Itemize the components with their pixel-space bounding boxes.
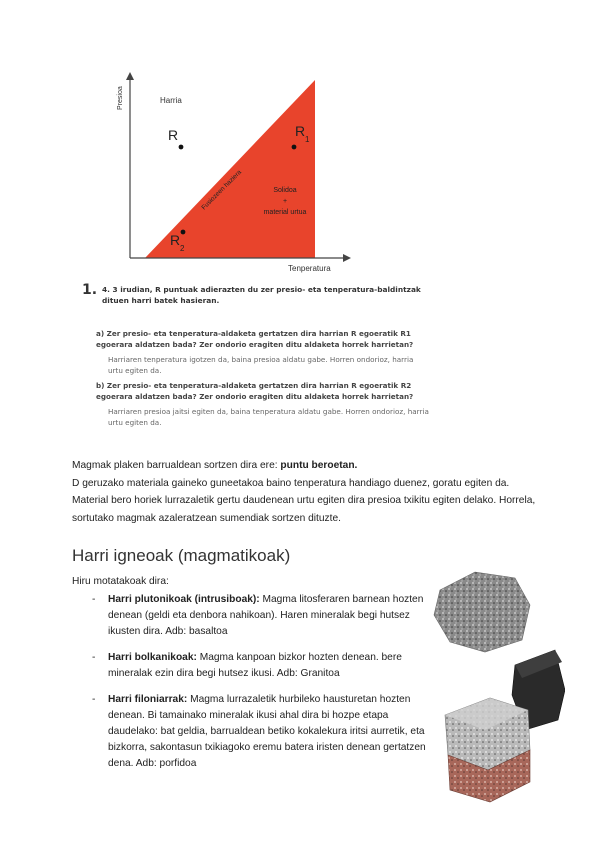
hotspots-paragraph	[72, 457, 542, 527]
diagonal-label: Fusiozeen haziera	[200, 168, 243, 212]
point-R1-subscript: 1	[305, 135, 310, 144]
section-intro: Hiru motatakoak dira:	[72, 576, 169, 587]
rock-samples-svg	[430, 570, 565, 805]
rock-samples-image	[430, 570, 565, 805]
region-top-label: Harria	[160, 96, 182, 105]
phase-diagram	[100, 70, 360, 285]
exercise-question: 4. 3 irudian, R puntuak adierazten du zer presio- eta tenperatura-baldintzak dituen harri batek hasieran.	[102, 285, 421, 305]
list-item-term: Harri plutonikoak (intrusiboak):	[108, 594, 260, 605]
phase-diagram-svg	[100, 70, 360, 285]
point-R2-subscript: 2	[180, 244, 185, 253]
list-item-volcanic	[92, 650, 422, 684]
point-R2-marker	[181, 230, 186, 235]
point-R1-label: R	[295, 123, 306, 139]
exercise-b-question: b) Zer presio- eta tenperatura-aldaketa gertatzen dira harrian R egoeratik R2 egoerara aldatzen bada? Zer ondorio eragiten ditu aldaketa horrek harrietan?	[96, 381, 414, 401]
list-item-text	[108, 650, 428, 682]
section-heading: Harri igneoak (magmatikoak)	[72, 546, 291, 565]
point-R2-label: R	[170, 232, 181, 248]
list-bullet: -	[92, 652, 96, 663]
red-region-label-3: material urtua	[263, 209, 307, 216]
x-axis-arrow	[343, 254, 351, 262]
list-bullet: -	[92, 594, 96, 605]
exercise-b-answer: Harriaren presioa jaitsi egiten da, baina tenperatura aldatu gabe. Horren ondorioz, harria urtu egiten da.	[108, 407, 429, 427]
list-item-text	[108, 692, 428, 772]
exercise-a-question: a) Zer presio- eta tenperatura-aldaketa gertatzen dira harrian R egoeratik R1 egoerara aldatzen bada? Zer ondorio eragiten ditu aldaketa horrek harrietan?	[96, 329, 414, 349]
x-axis-label: Tenperatura	[288, 264, 331, 273]
list-item-vein	[92, 692, 426, 774]
list-item-term: Harri filoniarrak:	[108, 694, 188, 705]
granite-rock	[434, 572, 530, 652]
paragraph-highlight: puntu beroetan.	[280, 460, 358, 471]
point-R1-marker	[292, 145, 297, 150]
red-region-label-1: Solidoa	[273, 187, 297, 194]
exercise-number: 1.	[82, 282, 98, 298]
list-item-text	[108, 592, 428, 640]
exercise-a-answer: Harriaren tenperatura igotzen da, baina presioa aldatu gabe. Horren ondorioz, harria urtu egiten da.	[108, 355, 414, 375]
list-item-description: Magma kanpoan bizkor hozten denean. bere mineralak ezin dira begi hutsez ikusi. Adb: Granitoa	[108, 652, 402, 679]
list-item-term: Harri bolkanikoak:	[108, 652, 197, 663]
paragraph-lead: Magmak plaken barrualdean sortzen dira ere:	[72, 460, 281, 471]
red-region-label-2: +	[282, 198, 288, 205]
paragraph-body: D geruzako materiala gaineko guneetakoa baino tenperatura handiago duenez, goratu egiten da. Material bero horiek lurrazaletik gertu daudenean urtu egiten dira presioa txikitu egiten delako. Horrela, sortutako magmak azaleratzean sumendiak sortzen dituzte.	[72, 477, 536, 524]
y-axis-label: Presioa	[117, 86, 124, 110]
point-R-marker	[179, 145, 184, 150]
list-bullet: -	[92, 694, 96, 705]
y-axis-arrow	[126, 72, 134, 80]
list-item-description: Magma lurrazaletik hurbileko hausturetan hozten denean. Bi tamainako mineralak ikusi ahal dira bi hozpe etapa daudelako: bat geldia, barrualdean betiko kokalekura iritsi aurretik, eta bizkorra, sakontasun txikiagoko eremu batera iristen denean gertatzen dena. Adb: porfidoa	[108, 694, 426, 769]
list-item-plutonic	[92, 592, 422, 642]
point-R-label: R	[168, 127, 179, 143]
list-item-description: Magma litosferaren barnean hozten denean (geldi eta denbora nahikoan). Haren mineralak begi hutsez ikusten dira. Adb: basaltoa	[108, 594, 424, 637]
